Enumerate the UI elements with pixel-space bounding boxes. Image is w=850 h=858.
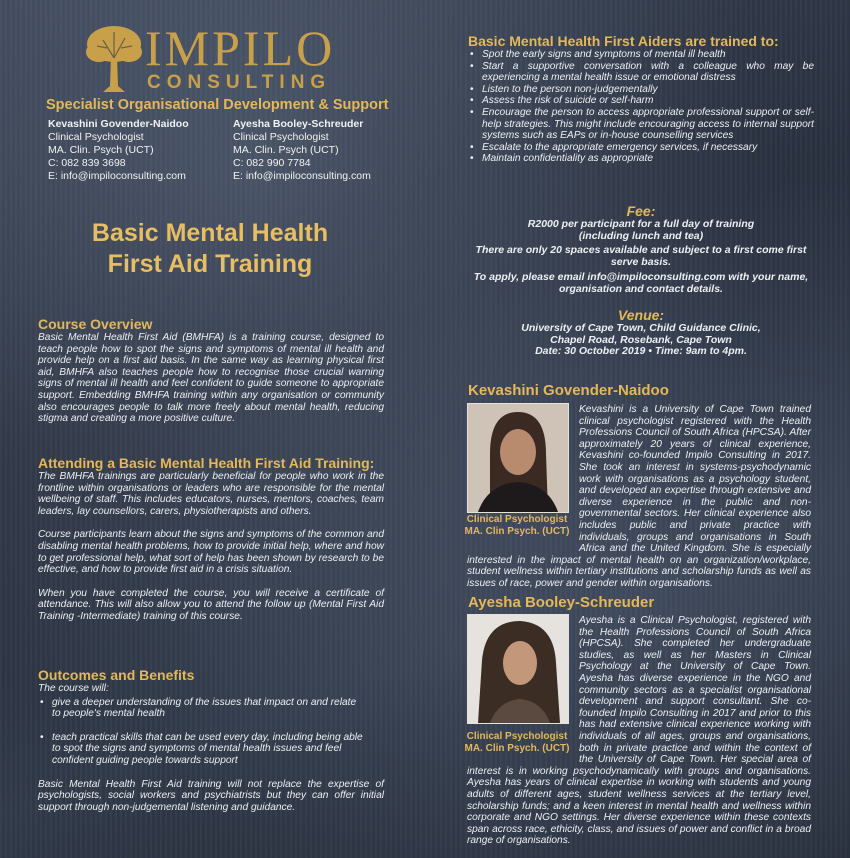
bio-1-text bbox=[467, 404, 811, 590]
apply-line: To apply, please email info@impiloconsulting.com with your name, organisation and contact details. bbox=[473, 271, 809, 295]
fee-line: There are only 20 spaces available and subject to a first come first serve basis. bbox=[475, 244, 807, 268]
page-title bbox=[30, 218, 390, 280]
list-item: • Escalate to the appropriate emergency services, if necessary bbox=[482, 142, 814, 154]
contact-phone: C: 082 839 3698 bbox=[48, 157, 126, 169]
list-item: • Listen to the person non-judgementally bbox=[482, 84, 814, 96]
list-item: • Spot the early signs and symptoms of mental ill health bbox=[482, 49, 814, 61]
contact-card-1 bbox=[48, 118, 189, 183]
trained-section bbox=[468, 33, 814, 165]
contact-name: Kevashini Govender-Naidoo bbox=[48, 118, 189, 130]
venue-line: University of Cape Town, Child Guidance Clinic, bbox=[521, 322, 761, 334]
caption-line: Clinical Psychologist bbox=[466, 731, 568, 742]
section-heading: Basic Mental Health First Aiders are trained to: bbox=[468, 33, 779, 49]
tree-logo-icon bbox=[85, 24, 143, 94]
contact-card-2 bbox=[233, 118, 371, 183]
caption-line: Clinical Psychologist bbox=[466, 514, 568, 525]
title-line-1: Basic Mental Health bbox=[91, 219, 329, 247]
contact-role: Clinical Psychologist bbox=[48, 131, 144, 143]
brand-tagline: Specialist Organisational Development & Support bbox=[46, 97, 389, 113]
caption-line: MA. Clin Psych. (UCT) bbox=[464, 742, 570, 754]
section-text: Course participants learn about the signs and symptoms of the common and disabling mental health problems, how to provide initial help, where and how to get professional help, what sort of help has been shown by research to be effective, and how to provide first aid in a crisis situation. bbox=[38, 529, 384, 576]
bio-1-body: Kevashini is a University of Cape Town trained clinical psychologist registered with the Health Professions Council of South Africa (HPCSA). After approximately 20 years of clinical experience, Kevashini co-founded Impilo Consulting in 2017. She took an interest in systems-psychodynamic work with organisations as a psychology student, and developed an expertise through extensive and diverse experience in the public and non-governmental sectors. Her clinical experience also includes public and private practice with individuals, groups and organisations in South Africa and the United Kingdom. She is especially interested in the impact of mental health on an organization/workplace, student wellness within tertiary institutions and scholarship funds as well as issues of race, power and gender within organisations. bbox=[467, 404, 811, 589]
outcomes-closing: Basic Mental Health First Aid training will not replace the expertise of psychologists, social workers and psychiatrists but they can offer initial support through non-judgemental listening and guidance. bbox=[38, 778, 384, 813]
contact-role: Clinical Psychologist bbox=[233, 131, 329, 143]
bio-2-heading: Ayesha Booley-Schreuder bbox=[468, 594, 655, 611]
contact-email: E: info@impiloconsulting.com bbox=[233, 170, 371, 182]
list-item: • give a deeper understanding of the issues that impact on and relate to people's mental health bbox=[52, 697, 384, 720]
bio-2-body: Ayesha is a Clinical Psychologist, registered with the Health Professions Council of South Africa (HPCSA). She completed her undergraduate studies, as well as her Masters in Clinical Psychology at the University of Cape Town. Ayesha has diverse experience in the NGO and community sectors as a specialist organisational development and support consultant. She co-founded Impilo Consulting in 2017 and prior to this has had extensive clinical experience working with individuals of all ages, groups and organisations, both in private practice and within the context of the University of Cape Town. Her special area of interest is in working psychodynamically with groups and organisations. Ayesha has years of clinical expertise in working with students and young adults of different ages, student wellness services at the tertiary level, scholarship funds; and a keen interest in mental health and wellness within corporate and NGO settings. Her diverse experience within these contexts span across race, ethicity, class, and issues of power and conflict in a broad range of organisations. bbox=[467, 615, 811, 847]
venue-heading: Venue: bbox=[617, 307, 665, 323]
contact-degree: MA. Clin. Psych (UCT) bbox=[233, 144, 339, 156]
section-text: When you have completed the course, you will receive a certificate of attendance. This will also allow you to attend the follow up (Mental First Aid Training -Intermediate) training of this course. bbox=[38, 587, 384, 622]
list-item: • Assess the risk of suicide or self-harm bbox=[482, 95, 814, 107]
contact-email: E: info@impiloconsulting.com bbox=[48, 170, 186, 182]
venue-date-time: Date: 30 October 2019 • Time: 9am to 4pm. bbox=[535, 345, 747, 358]
impilo-logo bbox=[85, 22, 345, 100]
brand-name-top: IMPILO bbox=[145, 20, 336, 76]
brand-name-bottom: CONSULTING bbox=[147, 72, 332, 93]
section-text: The BMHFA trainings are particularly beneficial for people who work in the frontline within organisations or leaders who are responsible for the mental wellbeing of staff. This includes educators, nurses, mentors, coaches, team leaders, lay counsellors, carers, physiotherapists and others. bbox=[38, 471, 384, 517]
course-overview-section bbox=[38, 316, 384, 425]
trained-list bbox=[468, 49, 814, 165]
outcomes-intro: The course will: bbox=[38, 683, 109, 694]
venue-section bbox=[468, 307, 814, 358]
caption-line: MA. Clin Psych. (UCT) bbox=[464, 525, 570, 537]
contact-name: Ayesha Booley-Schreuder bbox=[233, 118, 364, 130]
section-heading: Outcomes and Benefits bbox=[38, 667, 195, 683]
title-line-2: First Aid Training bbox=[107, 250, 313, 278]
bio-2-text bbox=[467, 615, 811, 847]
bio-1-heading: Kevashini Govender-Naidoo bbox=[468, 382, 669, 399]
outcomes-list bbox=[38, 697, 384, 767]
list-item: • Start a supportive conversation with a colleague who may be experiencing a mental health issue or emotional distress bbox=[482, 61, 814, 84]
list-item: • Maintain confidentiality as appropriate bbox=[482, 153, 814, 165]
venue-line: Chapel Road, Rosebank, Cape Town bbox=[550, 333, 732, 346]
contact-phone: C: 082 990 7784 bbox=[233, 157, 311, 169]
contact-degree: MA. Clin. Psych (UCT) bbox=[48, 144, 154, 156]
fee-section bbox=[468, 203, 814, 296]
list-item: • teach practical skills that can be used every day, including being able to spot the signs and symptoms of mental health issues and feel confident guiding people towards support bbox=[52, 732, 384, 767]
attending-section bbox=[38, 455, 384, 623]
fee-line: (including lunch and tea) bbox=[578, 229, 704, 242]
section-heading: Attending a Basic Mental Health First Aid Training: bbox=[38, 455, 375, 471]
fee-line: R2000 per participant for a full day of training bbox=[527, 218, 755, 230]
section-text: Basic Mental Health First Aid (BMHFA) is a training course, designed to teach people how to spot the signs and symptoms of mental ill health and provide help on a first aid basis. In the same way as learning physical first aid, BMHFA also teaches people how to recognise those crucial warning signs of mental ill health and feel confident to guide someone to appropriate support. Embedding BMHFA training within any organisation or community also encourages people to talk more freely about mental health, reducing stigma and creating a more positive culture. bbox=[38, 332, 384, 425]
outcomes-section bbox=[38, 667, 384, 813]
fee-heading: Fee: bbox=[626, 203, 656, 219]
section-heading: Course Overview bbox=[38, 316, 153, 332]
list-item: • Encourage the person to access appropriate professional support or self-help strategies. This might include encouraging access to internal support systems such as EAPs or in-house counselling services bbox=[482, 107, 814, 142]
